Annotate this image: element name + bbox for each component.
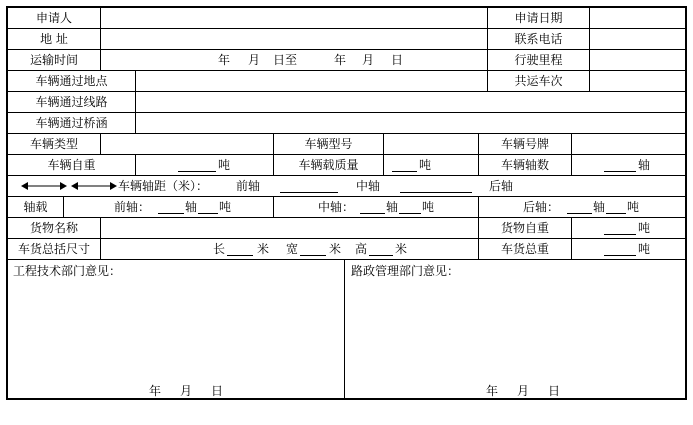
ton-unit-total: 吨 (638, 242, 651, 256)
load-mass-field[interactable] (384, 155, 479, 176)
engineering-day: 日 (211, 384, 224, 398)
year-2: 年 (334, 53, 347, 67)
pass-place-field[interactable] (136, 71, 488, 92)
wheelbase-middle-field[interactable] (400, 179, 472, 193)
phone-label: 联系电话 (488, 29, 590, 50)
road-admin-opinion-label: 路政管理部门意见： (351, 264, 460, 278)
axle-count-field[interactable] (572, 155, 687, 176)
ton-unit-c: 吨 (627, 200, 640, 214)
axle-load-rear[interactable] (479, 197, 687, 218)
engineering-opinion-label: 工程技术部门意见： (13, 264, 122, 278)
applicant-label: 申请人 (8, 8, 101, 29)
day-2: 日 (391, 53, 404, 67)
plate-label: 车辆号牌 (479, 134, 572, 155)
vehicle-type-label: 车辆类型 (8, 134, 101, 155)
road-admin-opinion-box[interactable] (345, 260, 687, 400)
dimensions-field[interactable] (101, 239, 479, 260)
mileage-label: 行驶里程 (488, 50, 590, 71)
engineering-opinion-box[interactable] (8, 260, 345, 400)
day-to: 日至 (273, 53, 298, 67)
trips-label: 共运车次 (488, 71, 590, 92)
self-weight-label: 车辆自重 (8, 155, 136, 176)
phone-field[interactable] (590, 29, 687, 50)
road-admin-year: 年 (486, 384, 499, 398)
axle-load-rear-label: 后轴： (523, 200, 560, 214)
ton-unit-cargo: 吨 (638, 221, 651, 235)
ton-unit-b: 吨 (422, 200, 435, 214)
total-weight-label: 车货总重 (479, 239, 572, 260)
ton-unit-1: 吨 (218, 158, 231, 172)
axle-unit-b: 轴 (386, 200, 399, 214)
double-arrow-icon (21, 181, 117, 191)
height-label: 高 (355, 242, 368, 256)
meter-unit-2: 米 (329, 242, 342, 256)
wheelbase-front-label: 前轴 (236, 179, 261, 193)
axle-load-front-label: 前轴： (114, 200, 151, 214)
transport-period-label: 运输时间 (8, 50, 101, 71)
dimensions-label: 车货总括尺寸 (8, 239, 101, 260)
engineering-month: 月 (180, 384, 193, 398)
pass-bridge-field[interactable] (136, 113, 687, 134)
month-2: 月 (362, 53, 375, 67)
pass-place-label: 车辆通过地点 (8, 71, 136, 92)
vehicle-type-field[interactable] (101, 134, 274, 155)
address-label: 地 址 (8, 29, 101, 50)
month-1: 月 (248, 53, 261, 67)
axle-count-label: 车辆轴数 (479, 155, 572, 176)
vehicle-model-field[interactable] (384, 134, 479, 155)
pass-bridge-label: 车辆通过桥涵 (8, 113, 136, 134)
vehicle-model-label: 车辆型号 (274, 134, 384, 155)
wheelbase-label: 车辆轴距（米）： (118, 179, 209, 193)
wheelbase-rear-label: 后轴 (489, 179, 514, 193)
axle-unit: 轴 (638, 158, 651, 172)
mileage-field[interactable] (590, 50, 687, 71)
road-admin-day: 日 (548, 384, 561, 398)
applicant-field[interactable] (101, 8, 488, 29)
year-1: 年 (218, 53, 231, 67)
axle-unit-c: 轴 (593, 200, 606, 214)
wheelbase-front-field[interactable] (280, 179, 338, 193)
apply-date-label: 申请日期 (488, 8, 590, 29)
apply-date-field[interactable] (590, 8, 687, 29)
axle-load-front[interactable] (64, 197, 274, 218)
width-label: 宽 (286, 242, 299, 256)
trips-field[interactable] (590, 71, 687, 92)
total-weight-field[interactable] (572, 239, 687, 260)
self-weight-field[interactable] (136, 155, 274, 176)
wheelbase-middle-label: 中轴 (356, 179, 381, 193)
transport-period-field[interactable] (101, 50, 488, 71)
cargo-name-field[interactable] (101, 218, 479, 239)
axle-load-middle[interactable] (274, 197, 479, 218)
wheelbase-row (8, 176, 687, 197)
cargo-name-label: 货物名称 (8, 218, 101, 239)
length-label: 长 (213, 242, 226, 256)
ton-unit-2: 吨 (419, 158, 432, 172)
pass-route-label: 车辆通过线路 (8, 92, 136, 113)
ton-unit-a: 吨 (219, 200, 232, 214)
load-mass-label: 车辆载质量 (274, 155, 384, 176)
vehicle-permit-form (6, 6, 687, 400)
cargo-weight-label: 货物自重 (479, 218, 572, 239)
plate-field[interactable] (572, 134, 687, 155)
cargo-weight-field[interactable] (572, 218, 687, 239)
axle-load-middle-label: 中轴： (318, 200, 355, 214)
axle-unit-a: 轴 (185, 200, 198, 214)
road-admin-month: 月 (517, 384, 530, 398)
pass-route-field[interactable] (136, 92, 687, 113)
meter-unit-1: 米 (257, 242, 270, 256)
address-field[interactable] (101, 29, 488, 50)
meter-unit-3: 米 (395, 242, 408, 256)
engineering-year: 年 (149, 384, 162, 398)
axle-load-label: 轴载 (8, 197, 64, 218)
